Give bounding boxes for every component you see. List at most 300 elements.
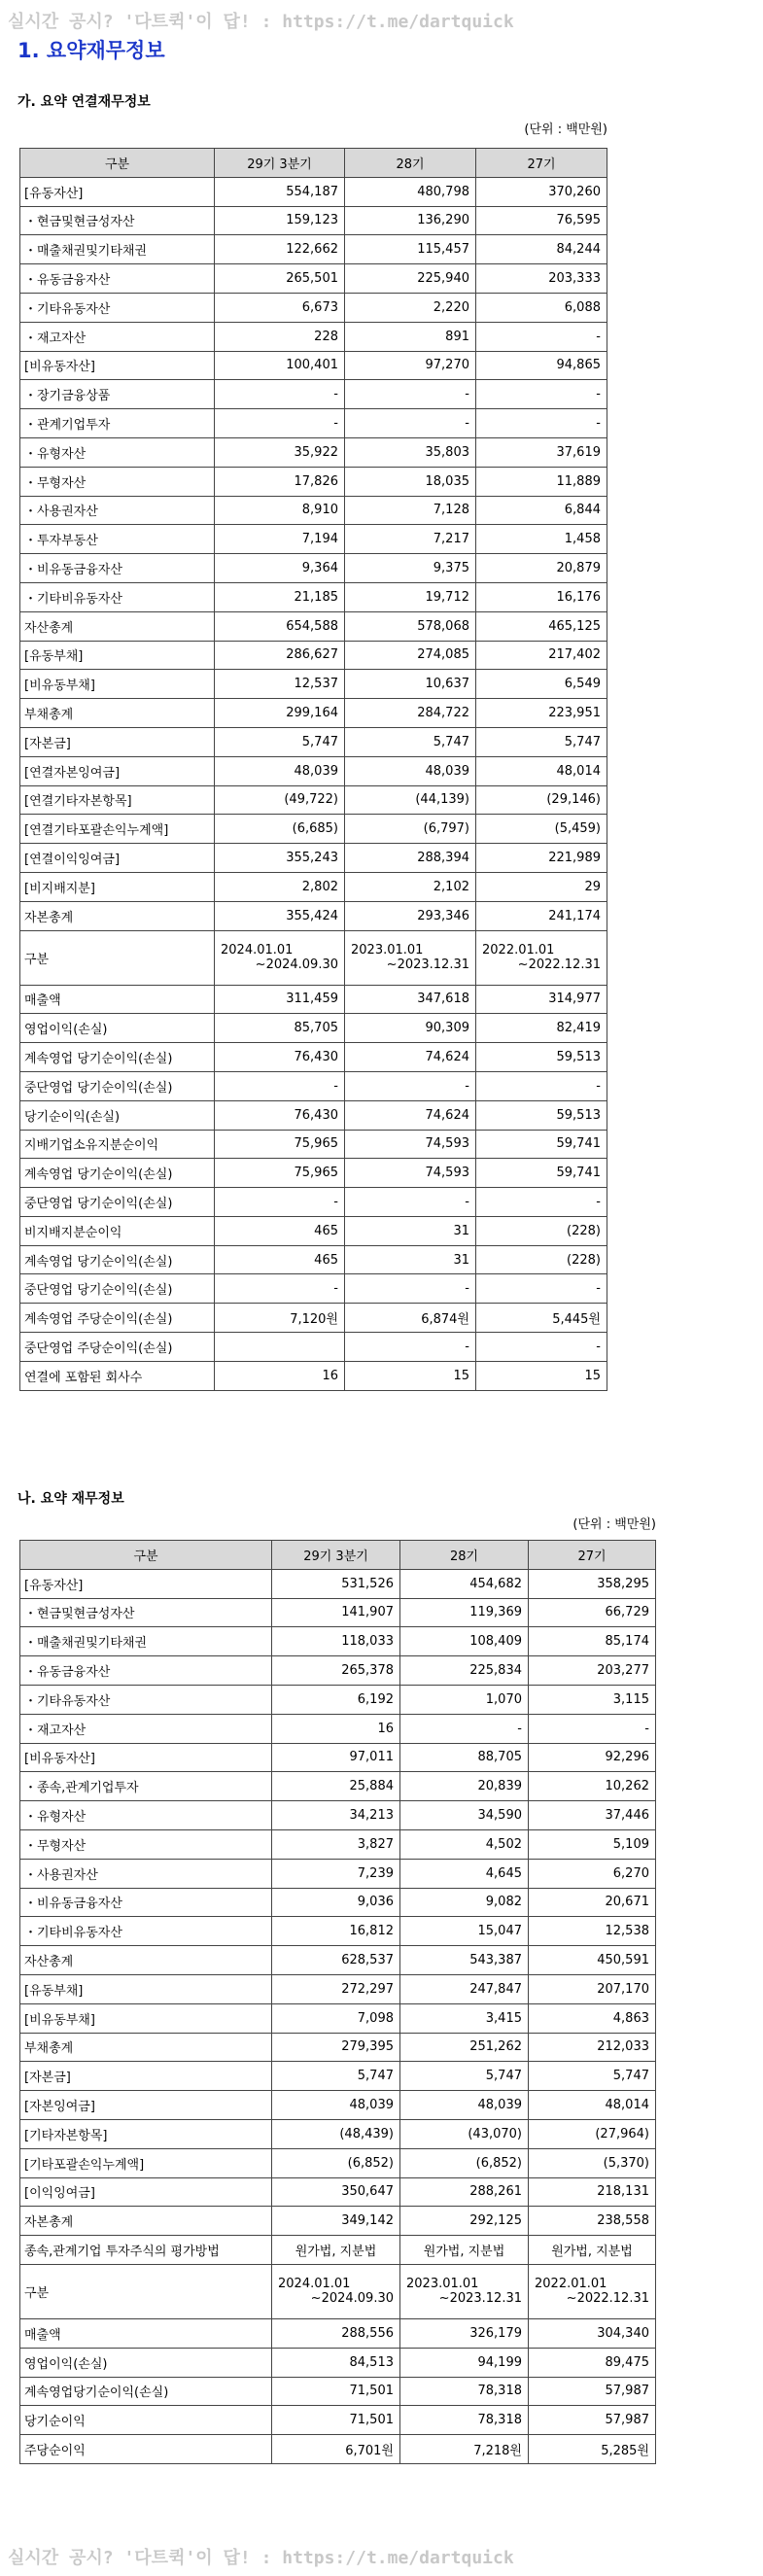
period-start: 2022.01.01 (535, 2277, 607, 2292)
value-cell: 358,295 (529, 1569, 656, 1598)
table-row (20, 582, 607, 611)
table-row (20, 844, 607, 873)
period-cell (400, 2264, 529, 2318)
value-cell: 370,260 (476, 177, 607, 206)
value-cell: 35,803 (345, 437, 476, 467)
table-row (20, 1130, 607, 1159)
row-label: 지배기업소유지분순이익 (20, 1130, 215, 1159)
value-cell: 34,590 (400, 1801, 529, 1830)
row-label: ・유동금융자산 (20, 264, 215, 294)
value-cell: 543,387 (400, 1946, 529, 1975)
column-header: 28기 (345, 149, 476, 178)
row-label: 자산총계 (20, 1946, 272, 1975)
value-cell: 7,120원 (215, 1304, 345, 1333)
table-row (20, 1304, 607, 1333)
table-row (20, 2091, 656, 2120)
period-end: ~2024.09.30 (255, 957, 338, 973)
row-label: 자본총계 (20, 2207, 272, 2236)
value-cell: 347,618 (345, 985, 476, 1014)
row-label: [이익잉여금] (20, 2177, 272, 2207)
value-cell: 7,217 (345, 525, 476, 554)
value-cell: 288,394 (345, 844, 476, 873)
table-row (20, 1014, 607, 1043)
row-label: 중단영업 당기순이익(손실) (20, 1274, 215, 1304)
row-label: ・사용권자산 (20, 496, 215, 525)
period-start: 2024.01.01 (278, 2277, 351, 2292)
value-cell: 159,123 (215, 206, 345, 235)
row-label: ・기타유동자산 (20, 293, 215, 322)
value-cell: 74,593 (345, 1159, 476, 1188)
value-cell: 6,874원 (345, 1304, 476, 1333)
value-cell: 3,115 (529, 1685, 656, 1714)
value-cell: (43,070) (400, 2119, 529, 2148)
value-cell: 9,364 (215, 554, 345, 583)
table-row (20, 2406, 656, 2435)
row-label: [자본금] (20, 727, 215, 756)
value-cell: 76,430 (215, 1043, 345, 1072)
table-row (20, 1888, 656, 1917)
value-cell: 75,965 (215, 1159, 345, 1188)
value-cell: 465 (215, 1245, 345, 1274)
row-label: ・재고자산 (20, 1714, 272, 1743)
value-cell: 59,513 (476, 1100, 607, 1130)
table-row (20, 670, 607, 699)
row-label: 중단영업 당기순이익(손실) (20, 1071, 215, 1100)
value-cell: 74,624 (345, 1100, 476, 1130)
value-cell: 136,290 (345, 206, 476, 235)
value-cell: 16 (215, 1361, 345, 1390)
row-label: ・매출채권및기타채권 (20, 1627, 272, 1656)
period-end: ~2022.12.31 (517, 957, 601, 973)
value-cell: - (476, 409, 607, 438)
column-header: 구분 (20, 149, 215, 178)
value-cell: 94,199 (400, 2348, 529, 2377)
value-cell: 454,682 (400, 1569, 529, 1598)
period-start: 2023.01.01 (351, 943, 424, 958)
value-cell: 6,270 (529, 1859, 656, 1888)
value-cell: 37,619 (476, 437, 607, 467)
method-cell: 원가법, 지분법 (272, 2236, 400, 2265)
value-cell: 9,036 (272, 1888, 400, 1917)
value-cell: (6,852) (272, 2148, 400, 2177)
value-cell: 10,637 (345, 670, 476, 699)
value-cell: 314,977 (476, 985, 607, 1014)
table-row (20, 380, 607, 409)
value-cell: 203,333 (476, 264, 607, 294)
watermark-bottom: 실시간 공시? '다트퀵'이 답! : https://t.me/dartquick (8, 2548, 514, 2568)
table-row (20, 901, 607, 930)
table-row (20, 1071, 607, 1100)
table-row (20, 1569, 656, 1598)
value-cell: - (215, 1188, 345, 1217)
row-label: 계속영업 당기순이익(손실) (20, 1245, 215, 1274)
value-cell: 34,213 (272, 1801, 400, 1830)
value-cell: 71,501 (272, 2377, 400, 2406)
table-row (20, 872, 607, 901)
row-label: ・장기금융상품 (20, 380, 215, 409)
value-cell: 578,068 (345, 611, 476, 641)
value-cell: 265,501 (215, 264, 345, 294)
value-cell: 265,378 (272, 1656, 400, 1686)
value-cell: 225,834 (400, 1656, 529, 1686)
row-label: ・종속,관계기업투자 (20, 1772, 272, 1801)
value-cell: 349,142 (272, 2207, 400, 2236)
table-row (20, 1656, 656, 1686)
table-row (20, 1829, 656, 1859)
row-label: ・유동금융자산 (20, 1656, 272, 1686)
table-row (20, 1188, 607, 1217)
value-cell: 31 (345, 1216, 476, 1245)
row-label: ・무형자산 (20, 1829, 272, 1859)
row-label: ・유형자산 (20, 437, 215, 467)
table-row (20, 1159, 607, 1188)
value-cell: 20,879 (476, 554, 607, 583)
row-label: [연결기타자본항목] (20, 785, 215, 815)
value-cell: 355,243 (215, 844, 345, 873)
row-label: [유동부채] (20, 641, 215, 670)
value-cell: 247,847 (400, 1974, 529, 2003)
row-label: 매출액 (20, 2318, 272, 2348)
table-row (20, 2177, 656, 2207)
row-label: [연결자본잉여금] (20, 756, 215, 785)
value-cell: 465 (215, 1216, 345, 1245)
value-cell: 48,014 (476, 756, 607, 785)
value-cell: 118,033 (272, 1627, 400, 1656)
value-cell: 85,705 (215, 1014, 345, 1043)
table-row (20, 1361, 607, 1390)
value-cell: 94,865 (476, 351, 607, 380)
value-cell: 74,624 (345, 1043, 476, 1072)
row-label: 구분 (20, 2264, 272, 2318)
value-cell: 108,409 (400, 1627, 529, 1656)
value-cell: 16,176 (476, 582, 607, 611)
value-cell: 16,812 (272, 1917, 400, 1946)
value-cell: (27,964) (529, 2119, 656, 2148)
value-cell: 100,401 (215, 351, 345, 380)
row-label: 계속영업 당기순이익(손실) (20, 1159, 215, 1188)
row-label: ・기타비유동자산 (20, 1917, 272, 1946)
separate-summary-table (19, 1540, 656, 2464)
period-end: ~2023.12.31 (386, 957, 469, 973)
value-cell: - (215, 409, 345, 438)
value-cell: - (345, 409, 476, 438)
row-label: 계속영업 주당순이익(손실) (20, 1304, 215, 1333)
value-cell: - (345, 1274, 476, 1304)
table-row (20, 1743, 656, 1772)
value-cell: 9,375 (345, 554, 476, 583)
table-row (20, 2348, 656, 2377)
period-end: ~2023.12.31 (438, 2291, 522, 2307)
row-label: ・현금및현금성자산 (20, 206, 215, 235)
row-label: 계속영업 당기순이익(손실) (20, 1043, 215, 1072)
section2-heading: 나. 요약 재무정보 (17, 1491, 124, 1507)
section1-heading: 가. 요약 연결재무정보 (17, 94, 151, 110)
value-cell: 238,558 (529, 2207, 656, 2236)
row-label: [비지배지분] (20, 872, 215, 901)
value-cell: 119,369 (400, 1598, 529, 1627)
table-row (20, 1685, 656, 1714)
value-cell: 7,194 (215, 525, 345, 554)
table-row (20, 1627, 656, 1656)
table-row (20, 1946, 656, 1975)
value-cell: 350,647 (272, 2177, 400, 2207)
value-cell: - (215, 380, 345, 409)
table-row (20, 2148, 656, 2177)
table-row (20, 611, 607, 641)
row-label: ・사용권자산 (20, 1859, 272, 1888)
value-cell: 48,039 (215, 756, 345, 785)
value-cell: 97,011 (272, 1743, 400, 1772)
value-cell: 15,047 (400, 1917, 529, 1946)
value-cell: 292,125 (400, 2207, 529, 2236)
row-label: ・재고자산 (20, 322, 215, 351)
value-cell: 3,415 (400, 2003, 529, 2033)
value-cell: 19,712 (345, 582, 476, 611)
value-cell: 59,741 (476, 1130, 607, 1159)
value-cell: 628,537 (272, 1946, 400, 1975)
value-cell: 228 (215, 322, 345, 351)
value-cell: 223,951 (476, 699, 607, 728)
table-row (20, 2377, 656, 2406)
period-start: 2024.01.01 (221, 943, 294, 958)
table-row (20, 1100, 607, 1130)
row-label: [기타자본항목] (20, 2119, 272, 2148)
value-cell: 17,826 (215, 467, 345, 496)
value-cell: (29,146) (476, 785, 607, 815)
section2-unit: (단위 : 백만원) (572, 1517, 656, 1532)
value-cell: - (476, 1071, 607, 1100)
row-label: 비지배지분순이익 (20, 1216, 215, 1245)
period-row (20, 2264, 656, 2318)
value-cell: 15 (476, 1361, 607, 1390)
value-cell: 59,513 (476, 1043, 607, 1072)
value-cell: 29 (476, 872, 607, 901)
value-cell: - (345, 1071, 476, 1100)
table-row (20, 1714, 656, 1743)
value-cell: - (345, 1188, 476, 1217)
table-row (20, 1974, 656, 2003)
value-cell: 78,318 (400, 2377, 529, 2406)
value-cell: 1,458 (476, 525, 607, 554)
value-cell: 20,671 (529, 1888, 656, 1917)
table-row (20, 206, 607, 235)
value-cell: 57,987 (529, 2377, 656, 2406)
value-cell: 8,910 (215, 496, 345, 525)
value-cell: 12,537 (215, 670, 345, 699)
value-cell: 7,239 (272, 1859, 400, 1888)
row-label: 계속영업당기순이익(손실) (20, 2377, 272, 2406)
table-row (20, 1917, 656, 1946)
value-cell: 84,513 (272, 2348, 400, 2377)
row-label: [자본잉여금] (20, 2091, 272, 2120)
value-cell: 284,722 (345, 699, 476, 728)
row-label: ・매출채권및기타채권 (20, 235, 215, 264)
value-cell: - (215, 1071, 345, 1100)
row-label: ・비유동금융자산 (20, 554, 215, 583)
row-label: 중단영업 주당순이익(손실) (20, 1333, 215, 1362)
row-label: [비유동부채] (20, 670, 215, 699)
header-row (20, 149, 607, 178)
column-header: 27기 (529, 1541, 656, 1570)
column-header: 29기 3분기 (272, 1541, 400, 1570)
value-cell: 6,088 (476, 293, 607, 322)
table-row (20, 985, 607, 1014)
table-row (20, 525, 607, 554)
value-cell: 221,989 (476, 844, 607, 873)
value-cell: 15 (345, 1361, 476, 1390)
value-cell: 480,798 (345, 177, 476, 206)
table-row (20, 437, 607, 467)
value-cell: 92,296 (529, 1743, 656, 1772)
value-cell: 88,705 (400, 1743, 529, 1772)
value-cell: 57,987 (529, 2406, 656, 2435)
value-cell: 48,039 (400, 2091, 529, 2120)
table-row (20, 2062, 656, 2091)
period-end: ~2022.12.31 (566, 2291, 649, 2307)
value-cell: 75,965 (215, 1130, 345, 1159)
header-row (20, 1541, 656, 1570)
value-cell: 554,187 (215, 177, 345, 206)
value-cell: - (476, 1188, 607, 1217)
value-cell (215, 1333, 345, 1362)
method-cell: 원가법, 지분법 (400, 2236, 529, 2265)
value-cell: 450,591 (529, 1946, 656, 1975)
value-cell: (228) (476, 1245, 607, 1274)
period-cell (272, 2264, 400, 2318)
value-cell: 9,082 (400, 1888, 529, 1917)
value-cell: 78,318 (400, 2406, 529, 2435)
period-end: ~2024.09.30 (310, 2291, 394, 2307)
period-start: 2022.01.01 (482, 943, 555, 958)
table-row (20, 727, 607, 756)
value-cell: 4,863 (529, 2003, 656, 2033)
value-cell: 5,747 (400, 2062, 529, 2091)
value-cell: 6,844 (476, 496, 607, 525)
value-cell: - (400, 1714, 529, 1743)
table-row (20, 2435, 656, 2464)
value-cell: - (476, 1333, 607, 1362)
value-cell: 76,430 (215, 1100, 345, 1130)
table-row (20, 1801, 656, 1830)
value-cell: 5,747 (476, 727, 607, 756)
value-cell: 141,907 (272, 1598, 400, 1627)
table-row (20, 2318, 656, 2348)
value-cell: 279,395 (272, 2033, 400, 2062)
row-label: 종속,관계기업 투자주식의 평가방법 (20, 2236, 272, 2265)
table-row (20, 1598, 656, 1627)
page-title: 1. 요약재무정보 (17, 39, 165, 62)
value-cell: - (345, 1333, 476, 1362)
value-cell: (6,797) (345, 815, 476, 844)
table-row (20, 1859, 656, 1888)
table-row (20, 1772, 656, 1801)
value-cell: 5,109 (529, 1829, 656, 1859)
value-cell: (5,459) (476, 815, 607, 844)
row-label: ・비유동금융자산 (20, 1888, 272, 1917)
value-cell: 212,033 (529, 2033, 656, 2062)
row-label: [연결기타포괄손익누계액] (20, 815, 215, 844)
table-row (20, 554, 607, 583)
row-label: 영업이익(손실) (20, 2348, 272, 2377)
row-label: [연결이익잉여금] (20, 844, 215, 873)
row-label: 주당순이익 (20, 2435, 272, 2464)
column-header: 구분 (20, 1541, 272, 1570)
value-cell: (44,139) (345, 785, 476, 815)
value-cell: 217,402 (476, 641, 607, 670)
column-header: 27기 (476, 149, 607, 178)
value-cell: 122,662 (215, 235, 345, 264)
table-row (20, 641, 607, 670)
value-cell: 84,244 (476, 235, 607, 264)
row-label: 구분 (20, 930, 215, 985)
table-row (20, 2003, 656, 2033)
value-cell: 5,285원 (529, 2435, 656, 2464)
value-cell: 48,039 (272, 2091, 400, 2120)
row-label: 부채총계 (20, 2033, 272, 2062)
consolidated-summary-table (19, 148, 607, 1391)
table-row (20, 496, 607, 525)
value-cell: 74,593 (345, 1130, 476, 1159)
value-cell: 2,220 (345, 293, 476, 322)
row-label: 자산총계 (20, 611, 215, 641)
value-cell: 1,070 (400, 1685, 529, 1714)
value-cell: 5,747 (272, 2062, 400, 2091)
value-cell: 7,218원 (400, 2435, 529, 2464)
table-row (20, 815, 607, 844)
value-cell: 288,261 (400, 2177, 529, 2207)
value-cell: 891 (345, 322, 476, 351)
table-row (20, 756, 607, 785)
row-label: ・기타유동자산 (20, 1685, 272, 1714)
value-cell: 326,179 (400, 2318, 529, 2348)
value-cell: - (476, 322, 607, 351)
value-cell: 35,922 (215, 437, 345, 467)
row-label: [유동자산] (20, 177, 215, 206)
table-row (20, 1216, 607, 1245)
value-cell: 531,526 (272, 1569, 400, 1598)
row-label: ・관계기업투자 (20, 409, 215, 438)
value-cell: 2,802 (215, 872, 345, 901)
table-row (20, 293, 607, 322)
value-cell: 251,262 (400, 2033, 529, 2062)
column-header: 29기 3분기 (215, 149, 345, 178)
value-cell: (6,852) (400, 2148, 529, 2177)
row-label: [비유동부채] (20, 2003, 272, 2033)
period-start: 2023.01.01 (406, 2277, 479, 2292)
value-cell: 465,125 (476, 611, 607, 641)
value-cell: 90,309 (345, 1014, 476, 1043)
watermark-top: 실시간 공시? '다트퀵'이 답! : https://t.me/dartquick (8, 12, 514, 32)
row-label: 부채총계 (20, 699, 215, 728)
value-cell: 71,501 (272, 2406, 400, 2435)
value-cell: 7,128 (345, 496, 476, 525)
value-cell: 355,424 (215, 901, 345, 930)
table-row (20, 1043, 607, 1072)
table-row (20, 699, 607, 728)
table-row (20, 409, 607, 438)
method-row (20, 2236, 656, 2265)
table-row (20, 177, 607, 206)
table-row (20, 351, 607, 380)
row-label: ・투자부동산 (20, 525, 215, 554)
row-label: 영업이익(손실) (20, 1014, 215, 1043)
value-cell: 115,457 (345, 235, 476, 264)
value-cell: - (529, 1714, 656, 1743)
table-row (20, 2033, 656, 2062)
value-cell: 6,192 (272, 1685, 400, 1714)
value-cell: 5,747 (345, 727, 476, 756)
value-cell: 48,014 (529, 2091, 656, 2120)
